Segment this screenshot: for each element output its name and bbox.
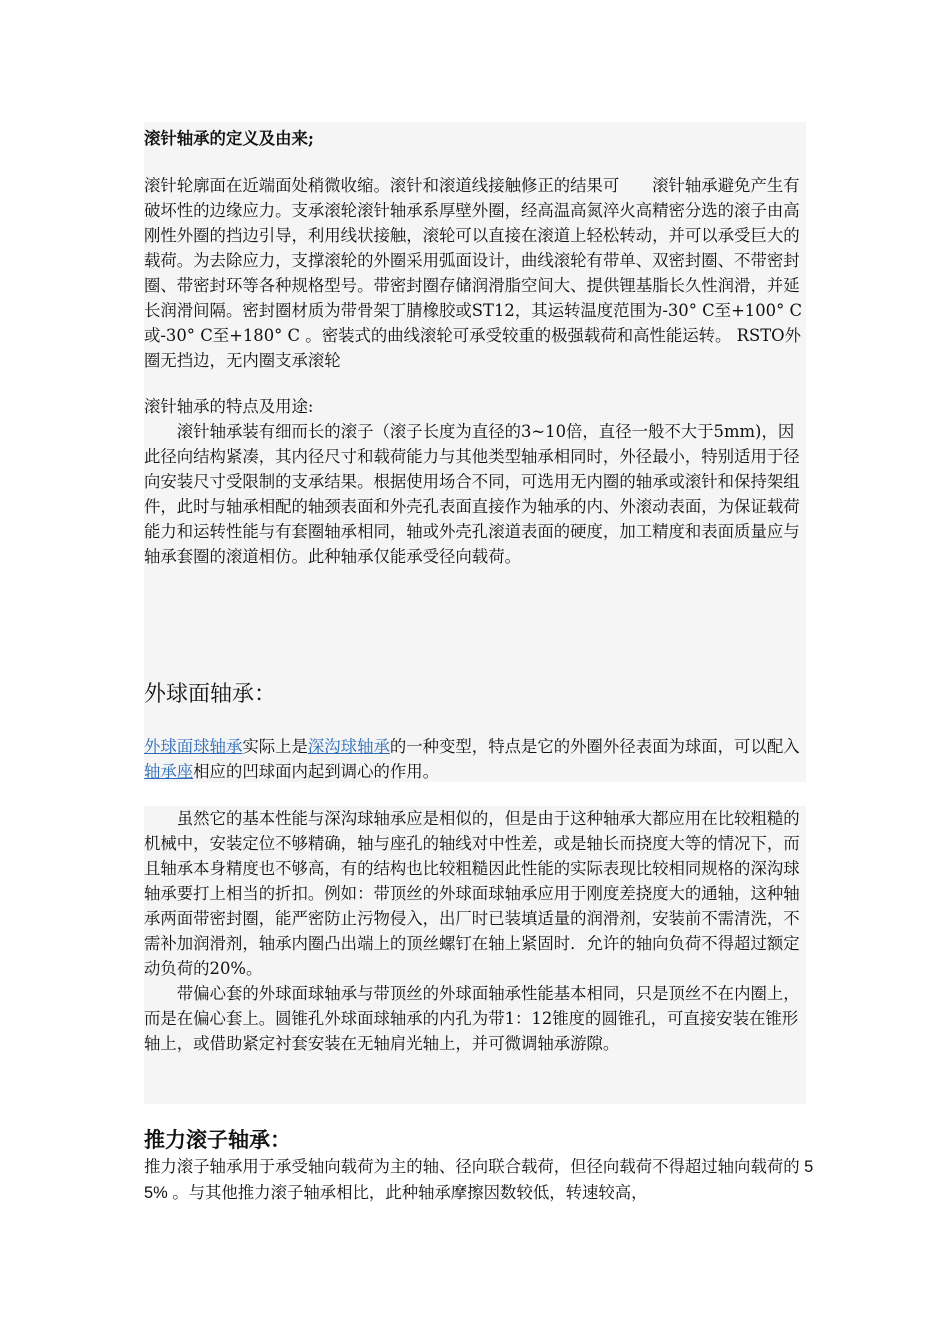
section-heading: 推力滚子轴承： [144, 1128, 291, 1152]
text: 实际上是 [242, 737, 308, 756]
text: 推力滚子轴承用于承受轴向载荷为主的轴、径向联合载荷，但径向载荷不得超过轴向载荷的 [144, 1157, 800, 1176]
paragraph: 虽然它的基本性能与深沟球轴承应是相似的，但是由于这种轴承大都应用在比较粗糙的机械中，安装定位不够精确，轴与座孔的轴线对中性差，或是轴长而挠度大等的情况下，而且轴承本身精度也不够高，有的结构也比较粗糙因此性能的实际表现比较相同规格的深沟球轴承要打上相当的折扣。例如：带顶丝的外球面球轴承应用于刚度差挠度大的通轴，这种轴承两面带密封圈，能严密防止污物侵入，出厂时已装填适量的润滑剂，安装前不需清洗，不需补加润滑剂，轴承内圈凸出端上的顶丝螺钉在轴上紧固时．允许的轴向负荷不得超过额定动负荷的20%。 [144, 809, 800, 978]
section-heading: 外球面轴承： [144, 682, 277, 707]
link-deep-groove-ball-bearing[interactable]: 深沟球轴承 [307, 737, 390, 756]
intro-paragraph [144, 734, 806, 784]
paragraph: 滚针轮廓面在近端面处稍微收缩。滚针和滚道线接触修正的结果可 滚针轴承避免产生有破坏性的边缘应力。支承滚轮滚针轴承系厚壁外圈，经高温高氮淬火高精密分选的滚子由高刚性外圈的挡边引导，利用线状接触，滚轮可以直接在滚道上轻松转动，并可以承受巨大的载荷。为去除应力，支撑滚轮的外圈采用弧面设计，曲线滚轮有带单、双密封圈、不带密封圈、带密封环等各种规格型号。带密封圈存储润滑脂空间大、提供锂基脂长久性润滑，并延长润滑间隔。密封圈材质为带骨架丁腈橡胶或ST12，其运转温度范围为-30° C至+100° C或-30° C至+180° C 。密装式的曲线滚轮可承受较重的极强载荷和高性能运转。 RSTO外圈无挡边，无内圈支承滚轮 [144, 176, 803, 370]
text: 。与其他推力滚子轴承相比，此种轴承摩擦因数较低，转速较高， [172, 1183, 648, 1202]
section-needle-bearing [144, 122, 806, 782]
link-bearing-housing[interactable]: 轴承座 [144, 762, 194, 781]
section-title: 滚针轴承的定义及由来; [144, 129, 314, 148]
paragraph: 滚针轴承装有细而长的滚子（滚子长度为直径的3~10倍，直径一般不大于5mm)，因此径向结构紧凑，其内径尺寸和载荷能力与其他类型轴承相同时，外径最小，特别适用于径向安装尺寸受限制的支承结果。根据使用场合不同，可选用无内圈的轴承或滚针和保持架组件，此时与轴承相配的轴颈表面和外壳孔表面直接作为轴承的内、外滚动表面，为保证载荷能力和运转性能与有套圈轴承相同，轴或外壳孔滚道表面的硬度，加工精度和表面质量应与轴承套圈的滚道相仿。此种轴承仅能承受径向载荷。 [144, 422, 800, 566]
paragraph [144, 1154, 814, 1206]
text: 相应的凹球面内起到调心的作用。 [193, 762, 440, 781]
section-thrust-roller [144, 1126, 814, 1206]
section-spherical-detail [144, 806, 806, 1104]
paragraph: 带偏心套的外球面球轴承与带顶丝的外球面轴承性能基本相同，只是顶丝不在内圈上，而是在偏心套上。圆锥孔外球面球轴承的内孔为带1：12锥度的圆锥孔，可直接安装在锥形轴上，或借助紧定衬套安装在无轴肩光轴上，并可微调轴承游隙。 [144, 984, 800, 1053]
subtitle: 滚针轴承的特点及用途: [144, 397, 314, 416]
text: 的一种变型，特点是它的外圈外径表面为球面，可以配入 [389, 737, 800, 756]
percent-value: 55% [144, 1158, 814, 1202]
link-spherical-ball-bearing[interactable]: 外球面球轴承 [144, 737, 243, 756]
